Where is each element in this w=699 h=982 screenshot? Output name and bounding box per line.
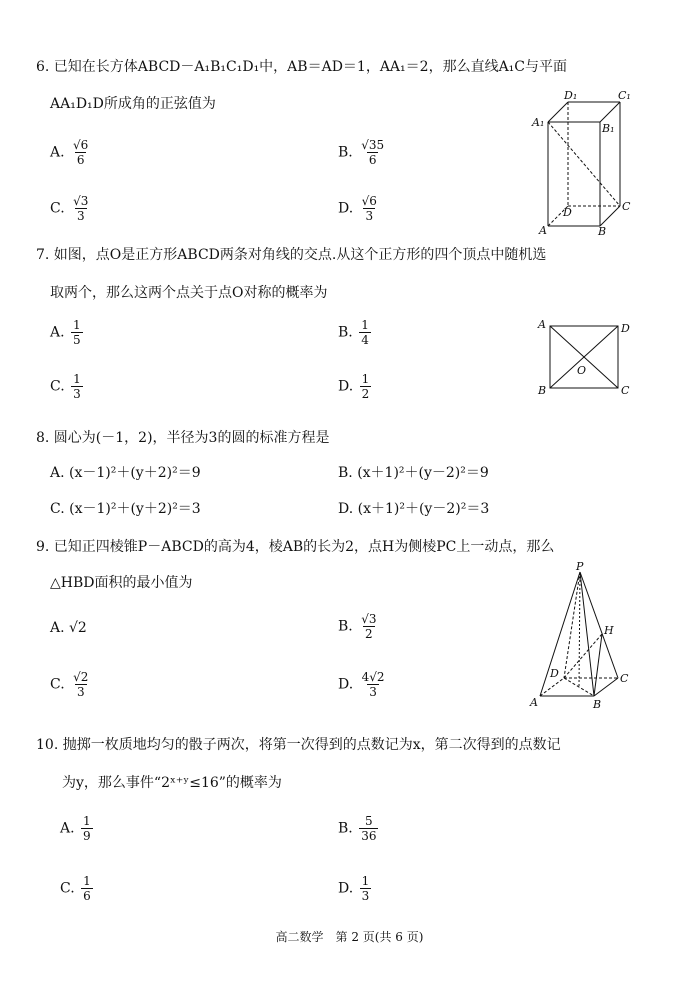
- q7-option-a[interactable]: A. $\frac{1}{5}$: [50, 318, 81, 347]
- q9-option-b[interactable]: B. $\frac{√3}{2}$: [338, 612, 377, 641]
- q8-option-d[interactable]: D. (x＋1)²＋(y－2)²＝3: [338, 501, 490, 517]
- q6-option-c[interactable]: C. $\frac{√3}{3}$: [50, 194, 89, 223]
- q7-label-c: C: [621, 384, 630, 397]
- q6-label-a1: A₁: [532, 116, 545, 129]
- q9-pyramid-figure: [524, 560, 634, 710]
- q9-label-d: D: [550, 667, 559, 680]
- q10-option-d[interactable]: D. $\frac{1}{3}$: [338, 874, 370, 903]
- q7-label-o: O: [577, 364, 587, 377]
- q9-option-d[interactable]: D. $\frac{4√2}{3}$: [338, 670, 385, 699]
- q10-stem-line2: 为y，那么事件“2ˣ⁺ʸ≤16”的概率为: [62, 775, 282, 791]
- q7-stem-line1: 7. 如图，点O是正方形ABCD两条对角线的交点.从这个正方形的四个顶点中随机选: [36, 247, 547, 263]
- q7-label-a: A: [538, 318, 546, 331]
- q6-option-a[interactable]: A. $\frac{√6}{6}$: [50, 138, 89, 167]
- q9-label-a: A: [530, 696, 538, 709]
- q10-option-b[interactable]: B. $\frac{5}{36}$: [338, 814, 377, 843]
- q6-label-c: C: [622, 200, 631, 213]
- q6-stem-line1: 6. 已知在长方体ABCD－A₁B₁C₁D₁中，AB＝AD＝1，AA₁＝2，那么直线A₁C与平面: [36, 59, 568, 75]
- q7-label-d: D: [621, 322, 630, 335]
- q6-stem-line2: AA₁D₁D所成角的正弦值为: [50, 96, 216, 112]
- q8-stem: 8. 圆心为(－1，2)，半径为3的圆的标准方程是: [36, 430, 330, 446]
- page-footer: 高二数学 第 2 页(共 6 页): [275, 930, 424, 944]
- q6-cuboid-figure: [530, 88, 640, 236]
- q6-label-c1: C₁: [618, 89, 631, 102]
- q6-option-b[interactable]: B. $\frac{√35}{6}$: [338, 138, 385, 167]
- q6-label-d1: D₁: [564, 89, 578, 102]
- q8-option-b[interactable]: B. (x＋1)²＋(y－2)²＝9: [338, 465, 489, 481]
- q6-label-b1: B₁: [602, 122, 615, 135]
- q10-option-c[interactable]: C. $\frac{1}{6}$: [60, 874, 91, 903]
- q9-option-c[interactable]: C. $\frac{√2}{3}$: [50, 670, 89, 699]
- q7-label-b: B: [538, 384, 547, 397]
- q9-label-c: C: [620, 672, 629, 685]
- q9-label-b: B: [593, 698, 602, 710]
- q10-stem-line1: 10. 抛掷一枚质地均匀的骰子两次，将第一次得到的点数记为x，第二次得到的点数记: [36, 737, 561, 753]
- q7-stem-line2: 取两个，那么这两个点关于点O对称的概率为: [50, 285, 328, 301]
- q8-option-a[interactable]: A. (x－1)²＋(y＋2)²＝9: [50, 465, 201, 481]
- q6-label-b: B: [598, 225, 607, 236]
- q7-option-b[interactable]: B. $\frac{1}{4}$: [338, 318, 369, 347]
- q9-label-p: P: [576, 560, 584, 573]
- q9-stem-line2: △HBD面积的最小值为: [50, 575, 193, 591]
- q9-label-h: H: [604, 624, 614, 637]
- q7-option-d[interactable]: D. $\frac{1}{2}$: [338, 372, 370, 401]
- q10-option-a[interactable]: A. $\frac{1}{9}$: [60, 814, 91, 843]
- q9-stem-line1: 9. 已知正四棱锥P－ABCD的高为4，棱AB的长为2，点H为侧棱PC上一动点，那么: [36, 539, 555, 555]
- q6-label-a: A: [539, 224, 547, 236]
- q8-option-c[interactable]: C. (x－1)²＋(y＋2)²＝3: [50, 501, 201, 517]
- q9-option-a[interactable]: A. √2: [50, 620, 87, 636]
- q7-square-figure: [536, 316, 636, 398]
- q7-option-c[interactable]: C. $\frac{1}{3}$: [50, 372, 81, 401]
- q6-label-d: D: [563, 206, 572, 219]
- q6-option-d[interactable]: D. $\frac{√6}{3}$: [338, 194, 377, 223]
